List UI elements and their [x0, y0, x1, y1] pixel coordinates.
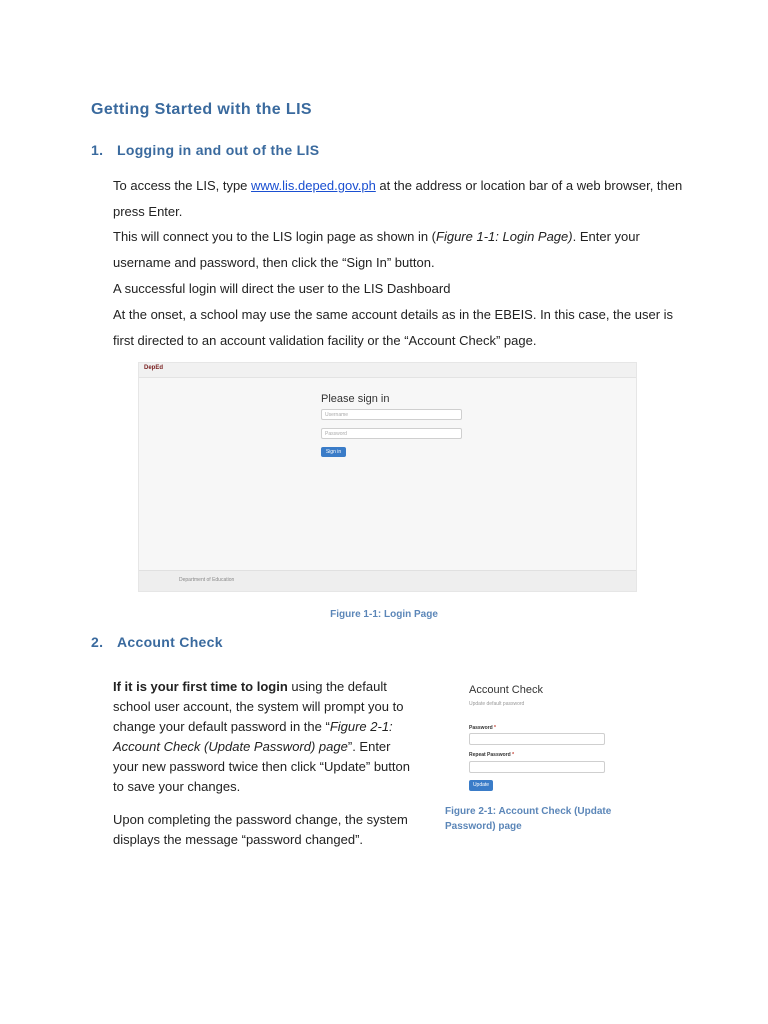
paragraph-connect-text-1: This will connect you to the LIS login page as shown in (	[113, 229, 437, 244]
figure-2-caption: Figure 2-1: Account Check (Update Password) page	[445, 806, 612, 832]
username-field: Username	[321, 409, 462, 420]
section-1-title: Logging in and out of the LIS	[117, 142, 320, 158]
sign-in-title: Please sign in	[321, 393, 390, 405]
figure-1-caption: Figure 1-1: Login Page	[330, 609, 438, 620]
deped-logo: DepEd	[144, 365, 164, 371]
section-2-number: 2.	[91, 634, 104, 650]
first-login-text-1: using the default school user account, the system will prompt you to change your default password in the “	[113, 679, 404, 734]
repeat-password-label	[469, 752, 514, 758]
figure-1-reference: Figure 1-1: Login Page)	[436, 229, 573, 244]
repeat-password-label-text: Repeat Password	[469, 752, 511, 758]
paragraph-access-text-2: at the address or location bar of a web browser, then press Enter.	[113, 178, 683, 219]
repeat-password-field	[469, 761, 605, 773]
password-field: Password	[321, 428, 462, 439]
new-password-field	[469, 733, 605, 745]
password-label-text: Password	[469, 725, 493, 731]
section-1-heading	[91, 142, 319, 158]
paragraph-dashboard: A successful login will direct the user to the LIS Dashboard	[113, 281, 451, 296]
paragraph-connect	[113, 224, 693, 276]
paragraph-first-login	[113, 677, 418, 797]
paragraph-password-changed: Upon completing the password change, the system displays the message “password changed”.	[113, 812, 408, 847]
password-label	[469, 725, 496, 731]
login-page-screenshot	[138, 362, 637, 592]
paragraph-onset: At the onset, a school may use the same account details as in the EBEIS. In this case, the user is first directed to an account validation facility or the “Account Check” page.	[113, 307, 674, 348]
repeat-required-mark: *	[512, 752, 515, 758]
lis-url-link[interactable]: www.lis.deped.gov.ph	[251, 178, 376, 193]
section-2-heading	[91, 634, 223, 650]
paragraph-access-text-1: To access the LIS, type	[113, 178, 252, 193]
sign-in-button: Sign in	[321, 447, 346, 457]
figure-2-reference: Figure 2-1: Account Check (Update Password) page	[113, 719, 393, 754]
paragraph-access	[113, 173, 693, 225]
login-footer	[139, 570, 636, 591]
paragraph-connect-text-2: . Enter your username and password, then click the “Sign In” button.	[113, 229, 640, 270]
account-check-title: Account Check	[469, 684, 543, 696]
login-topbar	[139, 363, 636, 378]
account-check-subtitle: Update default password	[469, 701, 525, 707]
first-login-bold: If it is your first time to login	[113, 679, 288, 694]
section-1-number: 1.	[91, 142, 104, 158]
account-check-screenshot	[462, 676, 612, 798]
first-login-text-2: ”. Enter your new password twice then click “Update” button to save your changes.	[113, 739, 410, 794]
section-2-title: Account Check	[117, 634, 223, 650]
update-button: Update	[469, 780, 493, 791]
page-title: Getting Started with the LIS	[91, 101, 312, 118]
password-required-mark: *	[494, 725, 496, 731]
footer-text: Department of Education	[179, 577, 235, 583]
